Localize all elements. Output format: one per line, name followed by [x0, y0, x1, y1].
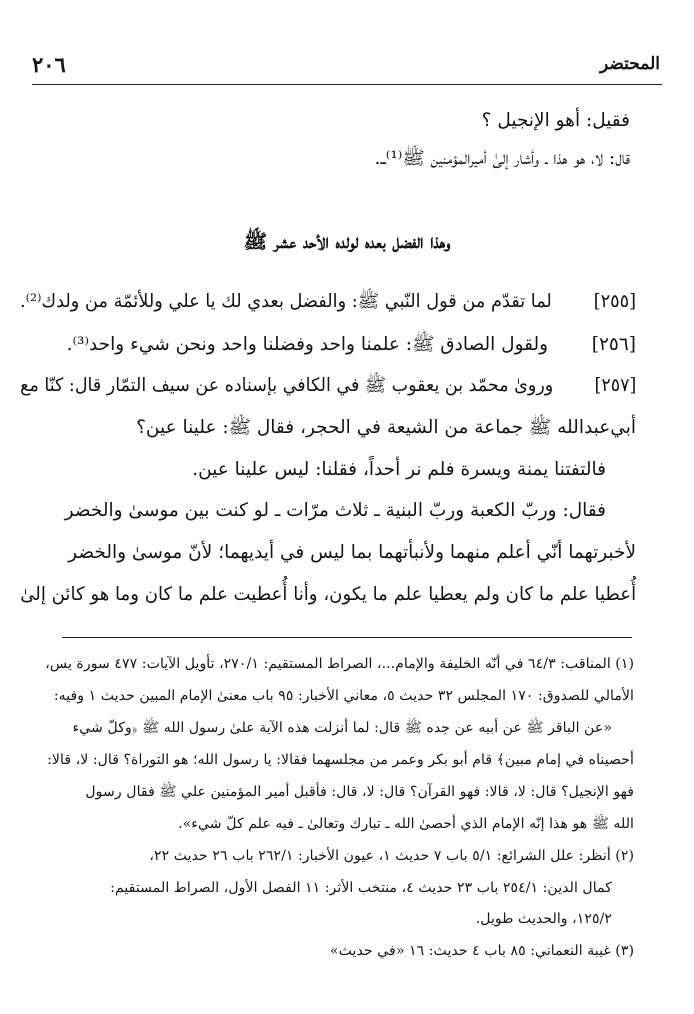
hadith-text: لما تقدّم من قول النّبي ﷺ: والفضل بعدي لك يا علي وللأئمّة من ولدك⁽²⁾.	[19, 291, 552, 312]
header-divider	[32, 84, 662, 85]
body-line: فالتفتنا يمنة ويسرة فلم نر أحداً، فقلنا: ليس علينا عين.	[192, 459, 606, 480]
hadith-item	[20, 291, 636, 313]
body-line: أُعطيا علم ما كان ولم يعطيا علم ما يكون، وأنا أُعطيت علم ما كان وما هو كائن إلىٰ	[20, 584, 636, 605]
footnote-divider	[62, 637, 632, 638]
footnote-line: (٢) أنظر: علل الشرائع: ٥/١ باب ٧ حديث ١، عيون الأخبار: ٢٦٢/١ باب ٢٦ حديث ٢٢،	[149, 848, 634, 864]
page-number: ٢٠٦	[32, 52, 66, 77]
hadith-number: [٢٥٧]	[594, 375, 636, 396]
footnote-line: أحصيناه في إمام مبين﴾ قام أبو بكر وعمر من مجلسهما فقالا: يا رسول الله؛ هو التوراة؟ قال: لا، قالا:	[47, 752, 634, 768]
intro-line: فقيل: أهو الإنجيل ؟	[481, 110, 630, 131]
page-header	[32, 52, 662, 82]
footnote-line: كمال الدين: ٢٥٤/١ باب ٢٣ حديث ٤، منتخب الأثر: ١١ الفصل الأول، الصراط المستقيم:	[110, 880, 612, 896]
body-line: أبي‌عبدالله ﷺ جماعة من الشيعة في الحجر، فقال ﷺ: علينا عين؟	[136, 417, 636, 438]
footnote-line: الله ﷺ هو هذا إنّه الإمام الذي أحصىٰ الله ـ تبارك وتعالىٰ ـ فيه علم كلّ شيء».	[178, 816, 634, 832]
footnote-line: ١٢٥/٢، والحديث طويل.	[475, 911, 612, 927]
section-heading: وهذا الفضل بعده لولده الأحد عشر ﷺ	[243, 230, 451, 253]
footnote-line: (١) المناقب: ٦٤/٣ في أنّه الخليفة والإمام...، الصراط المستقيم: ٢٧٠/١، تأويل الآيات: ٤٧٧ سورة يس،	[45, 656, 634, 672]
footnote-line: فهو الإنجيل؟ قال: لا، قالا: فهو القرآن؟ قال: لا، قال: فأقبل أمير المؤمنين علي ﷺ فقال رسول	[85, 784, 634, 800]
hadith-text: وروىٰ محمّد بن يعقوب ﷺ في الكافي بإسناده عن سيف التمّار قال: كنّا مع	[19, 375, 553, 396]
footnote-line: «عن الباقر ﷺ عن أبيه عن جده ﷺ قال: لما أنزلت هذه الآية علىٰ رسول الله ﷺ ﴿وكلّ شيء	[72, 720, 612, 736]
footnote-line: (٣) غيبة النعماني: ٨٥ باب ٤ حديث: ١٦ «في حديث»	[329, 943, 634, 959]
body-line: فقال: وربّ الكعبة وربّ البنية ـ ثلاث مرّات ـ لو كنت بين موسىٰ والخضر	[64, 500, 606, 521]
running-title: المحتضر	[600, 54, 660, 74]
footnote-line: الأمالي للصدوق: ١٧٠ المجلس ٣٢ حديث ٥، معاني الأخبار: ٩٥ باب معنىٰ الإمام المبين حديث ١ وفيه:	[53, 688, 634, 704]
hadith-text: ولقول الصادق ﷺ: علمنا واحد وفضلنا واحد ونحن شيء واحد⁽³⁾.	[66, 334, 549, 355]
body-line: لأخبرتهما أنّي أعلم منهما ولأنبأتهما بما ليس في أيديهما؛ لأنّ موسىٰ والخضر	[68, 542, 636, 563]
hadith-item	[20, 375, 636, 397]
intro-line: قال: لا، هو هذا ـ وأشار إلىٰ أميرالمؤمنين ﷺ⁽¹⁾ـ.	[374, 148, 630, 169]
hadith-item	[67, 334, 636, 356]
hadith-number: [٢٥٥]	[593, 291, 636, 312]
hadith-number: [٢٥٦]	[591, 334, 636, 355]
